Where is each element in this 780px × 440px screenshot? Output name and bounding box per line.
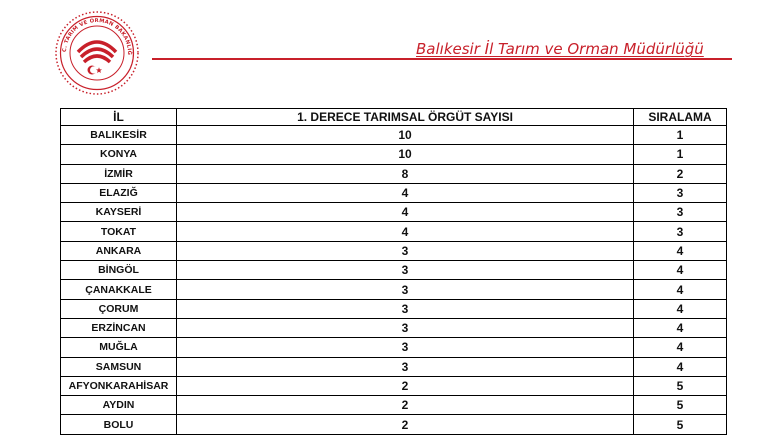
cell-il: ÇORUM: [61, 299, 177, 318]
cell-il: ANKARA: [61, 241, 177, 260]
cell-sayi: 3: [177, 299, 634, 318]
table-row: [61, 126, 727, 145]
header-divider: [152, 58, 732, 60]
column-header-sayi: 1. DERECE TARIMSAL ÖRGÜT SAYISI: [177, 109, 634, 126]
cell-sayi: 2: [177, 376, 634, 395]
column-header-siralama: SIRALAMA: [634, 109, 727, 126]
cell-sayi: 2: [177, 415, 634, 434]
cell-siralama: 4: [634, 338, 727, 357]
cell-il: MUĞLA: [61, 338, 177, 357]
table-row: [61, 203, 727, 222]
column-header-il: İL: [61, 109, 177, 126]
ministry-seal-icon: [54, 10, 140, 96]
cell-il: KONYA: [61, 145, 177, 164]
cell-siralama: 3: [634, 203, 727, 222]
cell-il: BİNGÖL: [61, 261, 177, 280]
cell-siralama: 5: [634, 396, 727, 415]
table-row: [61, 318, 727, 337]
cell-sayi: 3: [177, 318, 634, 337]
cell-siralama: 2: [634, 164, 727, 183]
cell-sayi: 10: [177, 126, 634, 145]
table-row: [61, 241, 727, 260]
cell-siralama: 3: [634, 222, 727, 241]
cell-siralama: 5: [634, 376, 727, 395]
cell-sayi: 8: [177, 164, 634, 183]
cell-il: KAYSERİ: [61, 203, 177, 222]
cell-siralama: 3: [634, 183, 727, 202]
cell-sayi: 3: [177, 261, 634, 280]
table-row: [61, 145, 727, 164]
cell-sayi: 4: [177, 183, 634, 202]
cell-siralama: 4: [634, 241, 727, 260]
cell-sayi: 4: [177, 203, 634, 222]
svg-text:T.C. TARIM VE ORMAN BAKANLIĞI: C. TARIM VE ORMAN BAKANLIĞ: [61, 17, 133, 56]
cell-il: SAMSUN: [61, 357, 177, 376]
table-row: [61, 376, 727, 395]
table-row: [61, 164, 727, 183]
table-row: [61, 357, 727, 376]
cell-sayi: 2: [177, 396, 634, 415]
cell-il: TOKAT: [61, 222, 177, 241]
cell-sayi: 3: [177, 241, 634, 260]
table-row: [61, 183, 727, 202]
cell-il: ÇANAKKALE: [61, 280, 177, 299]
cell-siralama: 1: [634, 145, 727, 164]
cell-sayi: 10: [177, 145, 634, 164]
cell-sayi: 4: [177, 222, 634, 241]
cell-il: ERZİNCAN: [61, 318, 177, 337]
table-row: [61, 222, 727, 241]
table-row: [61, 415, 727, 434]
cell-il: ELAZIĞ: [61, 183, 177, 202]
cell-siralama: 4: [634, 357, 727, 376]
page-title: Balıkesir İl Tarım ve Orman Müdürlüğü: [416, 40, 704, 58]
cell-sayi: 3: [177, 357, 634, 376]
cell-il: BALIKESİR: [61, 126, 177, 145]
cell-il: AFYONKARAHİSAR: [61, 376, 177, 395]
table-row: [61, 299, 727, 318]
table-header-row: [61, 109, 727, 126]
table-row: [61, 280, 727, 299]
cell-siralama: 1: [634, 126, 727, 145]
table-row: [61, 261, 727, 280]
cell-il: BOLU: [61, 415, 177, 434]
cell-sayi: 3: [177, 338, 634, 357]
cell-il: İZMİR: [61, 164, 177, 183]
ranking-table: [60, 108, 727, 435]
table-row: [61, 338, 727, 357]
cell-il: AYDIN: [61, 396, 177, 415]
cell-siralama: 4: [634, 280, 727, 299]
cell-siralama: 4: [634, 299, 727, 318]
cell-sayi: 3: [177, 280, 634, 299]
cell-siralama: 5: [634, 415, 727, 434]
table-row: [61, 396, 727, 415]
cell-siralama: 4: [634, 318, 727, 337]
cell-siralama: 4: [634, 261, 727, 280]
